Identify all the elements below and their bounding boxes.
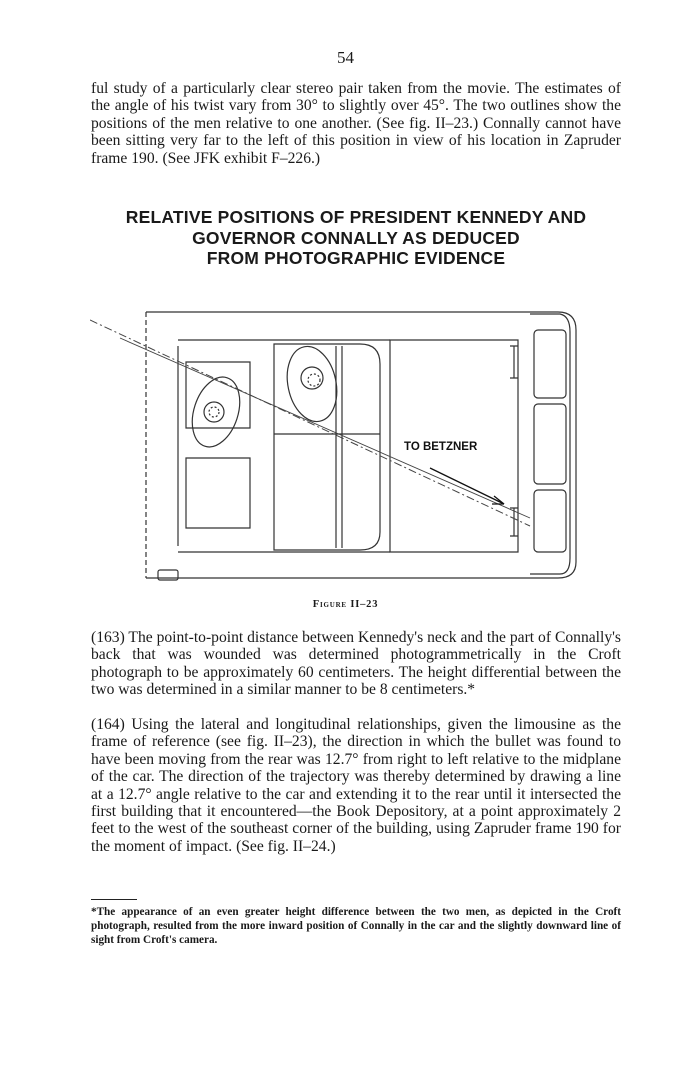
bracket-top bbox=[510, 346, 518, 378]
rear-seat-top bbox=[186, 362, 250, 428]
jump-seat-area bbox=[274, 344, 380, 550]
windshield-mid bbox=[534, 404, 566, 484]
windshield-top bbox=[534, 330, 566, 398]
figure-title-line: RELATIVE POSITIONS OF PRESIDENT KENNEDY AND bbox=[125, 207, 587, 227]
paragraph-163: (163) The point-to-point distance between Kennedy's neck and the part of Connally's back that was wounded was determined photogrammetrically in the Croft photograph to be approximately 60 centimeters. The height differential between the two was determined in a similar manner to be 8 centimeters.* bbox=[91, 629, 621, 699]
connally-head-inner bbox=[308, 374, 320, 386]
figure-title-line: FROM PHOTOGRAPHIC EVIDENCE bbox=[206, 248, 506, 268]
page-number: 54 bbox=[337, 48, 354, 67]
betzner-arrow bbox=[430, 468, 504, 504]
footnote: *The appearance of an even greater height difference between the two men, as depicted in the Croft photograph, resulted from the more inward position of Connally in the car and the slightly downward line of sight from Croft's camera. bbox=[91, 906, 621, 946]
kennedy-head-inner bbox=[209, 407, 219, 417]
trajectory-line bbox=[90, 320, 530, 526]
paragraph-intro: ful study of a particularly clear stereo pair taken from the movie. The estimates of the angle of his twist vary from 30° to slightly over 45°. The two outlines show the positions of the men relative to one another. (See fig. II–23.) Connally cannot have been sitting very far to the left of this position in view of his location in Zapruder frame 190. (See JFK exhibit F–226.) bbox=[91, 80, 621, 167]
connally-head bbox=[301, 367, 323, 389]
car-front-hood bbox=[530, 314, 570, 574]
figure-title-line: GOVERNOR CONNALLY AS DEDUCED bbox=[192, 227, 520, 248]
trajectory-line-2 bbox=[120, 338, 530, 518]
footnote-rule bbox=[91, 899, 137, 900]
paragraph-164: (164) Using the lateral and longitudinal relationships, given the limousine as the frame of reference (see fig. II–23), the direction in which the bullet was found to have been moving from the rear was 12.7° from right to left relative to the midplane of the car. The direction of the trajectory was thereby determined by drawing a line at a 12.7° angle relative to the car and extending it to the rear until it intersected the first building that it encountered—the Book Depository, at a point approximately 2 feet to the west of the southeast corner of the building, using Zapruder frame 190 for the moment of impact. (See fig. II–24.) bbox=[91, 716, 621, 855]
windshield-bottom bbox=[534, 490, 566, 552]
car-body-outline bbox=[146, 312, 576, 578]
betzner-label: TO BETZNER bbox=[404, 441, 478, 453]
betzner-arrowhead bbox=[492, 496, 504, 504]
limousine-diagram bbox=[90, 300, 590, 585]
kennedy-head bbox=[204, 402, 224, 422]
figure-caption: Figure II–23 bbox=[312, 599, 379, 610]
kennedy-outline bbox=[184, 371, 248, 453]
figure-title bbox=[91, 207, 621, 269]
rear-seat-bottom bbox=[186, 458, 250, 528]
